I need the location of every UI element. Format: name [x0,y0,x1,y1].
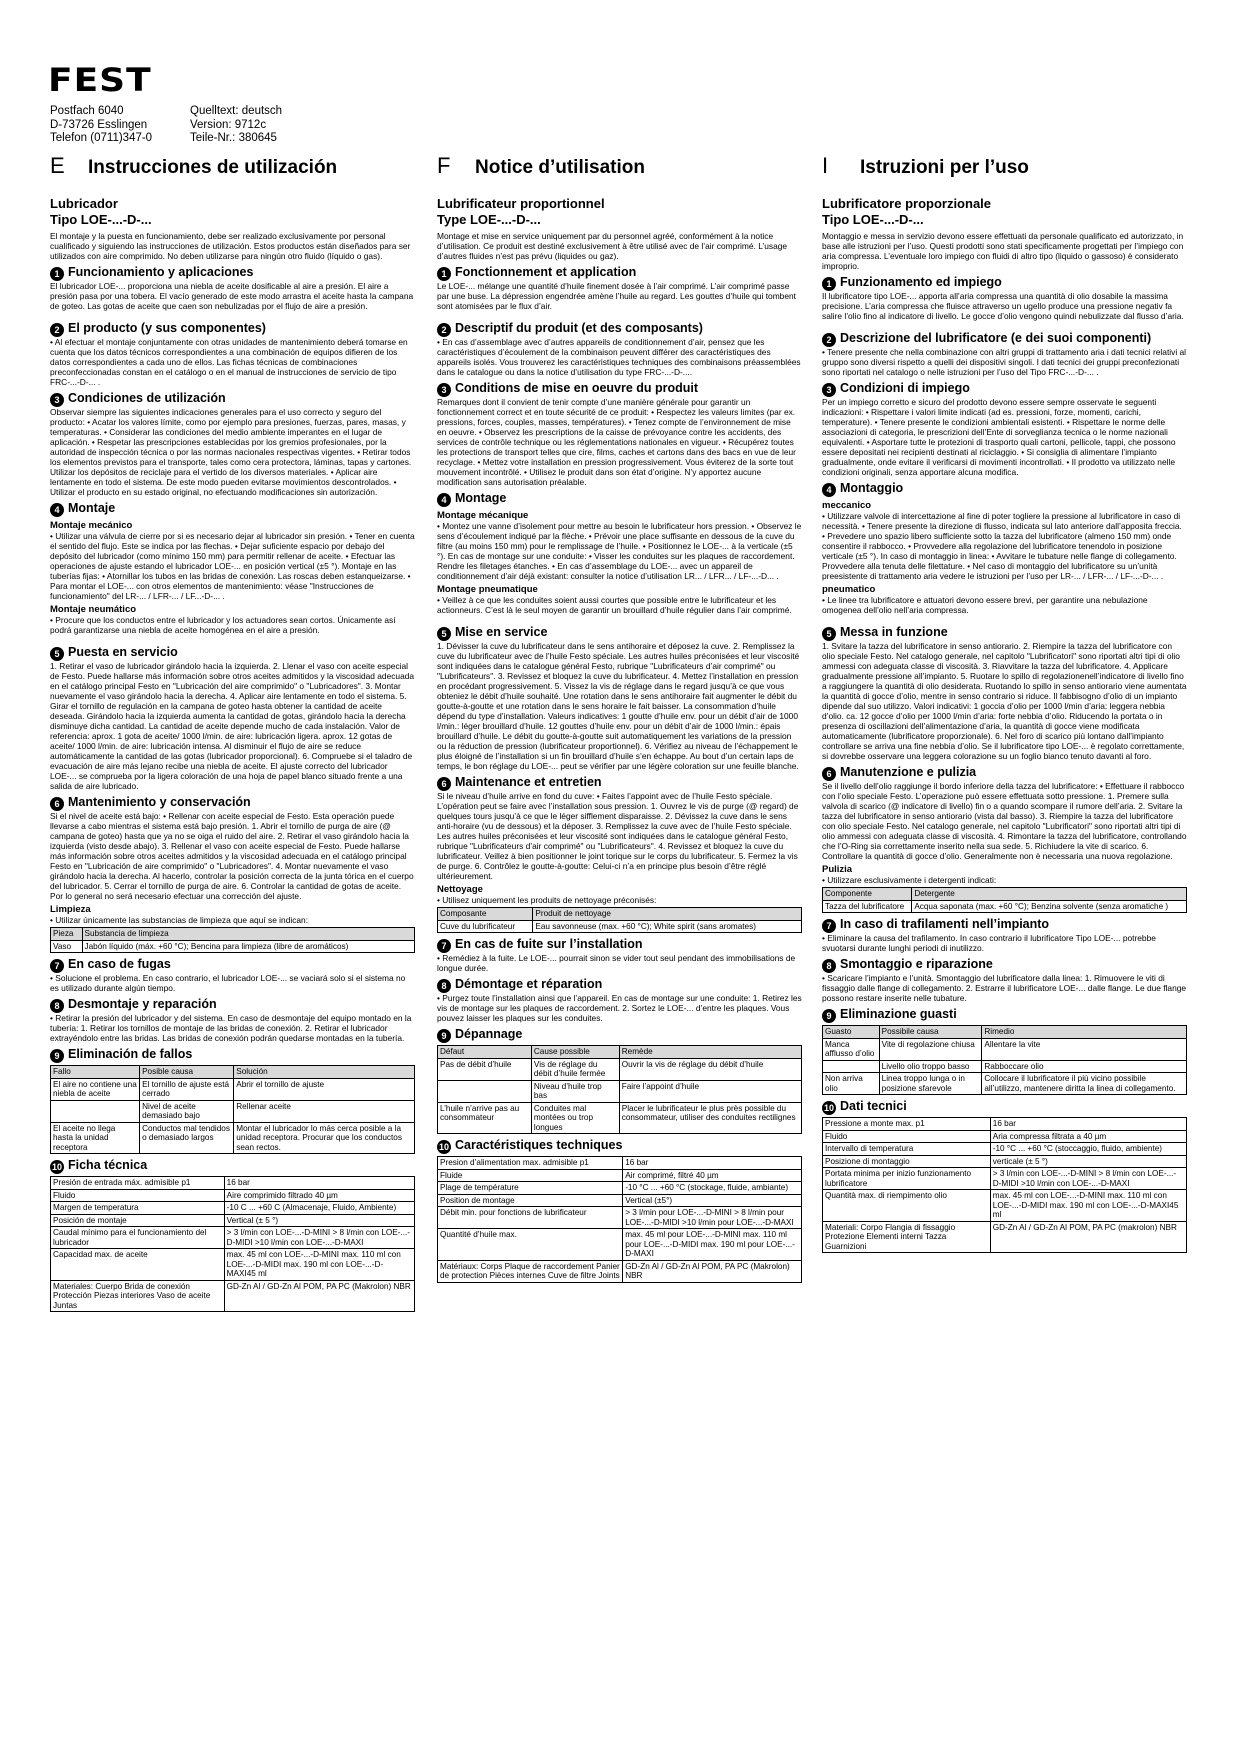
section-number-icon: 1 [437,267,451,281]
table-row [438,920,802,933]
table-cell: Acqua saponata (max. +60 °C); Benzina solvente (senza aromatiche ) [912,900,1187,913]
section-text: Il lubrificatore tipo LOE-... apporta all’aria compressa una quantità di olio dosabile la massima precisione. L’aria compressa che fluisce attraverso un ugello produce una pressione negativ fa salire l’olio fino al indicatore di livello. Le gocce d’olio vengono quindi nebulizzate dal flusso d’aria. [822,291,1184,321]
table-row [823,888,1187,901]
section-heading: 8 Démontage et réparation [437,977,802,993]
table-row [438,1182,802,1195]
table-cell: Collocare il lubrificatore il più vicino possibile all’utilizzo, mantenere diritta la linea di collegamento. [982,1073,1187,1095]
table-cell: El aire no contiene una niebla de aceite [51,1078,140,1100]
table-cell: Rellenar aceite [234,1100,415,1122]
table-cell: Possibile causa [879,1026,982,1039]
language-column [822,155,1187,1253]
table-cell: Margen de temperatura [51,1202,225,1215]
table-cell: Quantité d’huile max. [438,1229,623,1261]
section-number-icon: 8 [437,979,451,993]
table-cell: GD-Zn Al / GD-Zn Al POM, PA PC (Makrolon) NBR [224,1280,414,1312]
table-row [823,1038,1187,1060]
table-cell: Posición de montaje [51,1214,225,1227]
section-heading: 2 Descrizione del lubrificatore (e dei suoi componenti) [822,331,1187,347]
section-heading: 4 Montaggio [822,481,1187,497]
table-cell: Componente [823,888,912,901]
table-cell: Materiales: Cuerpo Brida de conexión Protección Piezas interiores Vaso de aceite Juntas [51,1280,225,1312]
table-cell: Vertical (±5°) [623,1194,802,1207]
table-cell: Ouvrir la vis de réglage du débit d’huile [619,1058,801,1080]
table-row [51,1078,415,1100]
table-cell: Abrir el tornillo de ajuste [234,1078,415,1100]
table-cell: Fallo [51,1066,140,1079]
section-heading: 6 Mantenimiento y conservación [50,795,415,811]
section-text: • Al efectuar el montaje conjuntamente con otras unidades de mantenimiento deberá tomarse en cuenta que los datos técnicos correspondientes a una combinación de equipos difieren de los datos correspondientes a cada uno de ellos. Las fichas técnicas de combinaciones preconfeccionadas constan en el catálogo o en el manual de instrucciones de servicio de tipo FRC-...-D-... . [50,337,408,387]
address-line: D-73726 Esslingen [50,118,148,131]
product-name: Lubricador [50,196,118,211]
table-row [438,1102,802,1134]
intro-text: Montage et mise en service uniquement par du personnel agréé, conformément à la notice d’utilisation. Ce produit est destiné exclusivement à être utilisé avec de l’air comprimé. L’usage d’autres fluides n’est pas prévu (liquides ou gaz). [437,231,788,261]
table-cell: GD-Zn Al / GD-Zn Al POM, PA PC (makrolon) NBR [990,1221,1186,1253]
section-heading: 9 Eliminazione guasti [822,1007,1187,1023]
section-number-icon: 6 [50,797,64,811]
table-cell: Fluido [823,1130,991,1143]
subsection-heading: Montage mécanique [437,510,529,521]
section-text: • Le linee tra lubrificatore e attuatori devono essere brevi, per garantire una nebulazione omogenea dell’olio nell’aria compressa. [822,595,1148,615]
table-cell: Rabboccare olio [982,1060,1187,1073]
subsection-heading: Pulizia [822,864,853,875]
table-cell: Quantità max. di riempimento olio [823,1190,991,1222]
page-title [50,155,415,179]
section-heading: 5 Puesta en servicio [50,645,415,661]
section-heading: 9 Dépannage [437,1027,802,1043]
section-text: Se il livello dell’olio raggiunge il bordo inferiore della tazza del lubrificatore: • Effettuare il rabbocco con l’olio speciale Festo. L’operazione può essere effettuata sotto pressione. 1. Premere sulla valvola di scarico (@ indicatore di livello) fin o a quando scompare il rumore dell’aria. 2. Svitare la tazza del lubrificatore in senso antiorario (vista dal basso). 3. Riempire la tazza del lubrificatore con olio speciale Festo. Nel catalogo generale, nel capitolo "Lubrificatori" sono riportati altri tipi di olio ammessi con adeguata classe di viscosità. 4. Rimontare la tazza del lubrificatore, controllando che l’O-Ring sia correttamente inserito nella sua sede. 5. Richiudere la vite di scarico. 6. Controllare la quantità di gocce d’olio. Generalmente non è necessaria una nuova regolazione. [822,781,1187,861]
table-cell: Produit de nettoyage [533,908,802,921]
section-number-icon: 7 [50,959,64,973]
table-cell: > 3 l/min con LOE-...-D-MINI > 8 l/min con LOE-...-D-MIDI >10 l/min con LOE-...-D-MAXI [990,1168,1186,1190]
section-heading: 1 Fonctionnement et application [437,265,802,281]
section-heading: 6 Manutenzione e pulizia [822,765,1187,781]
table-row [438,1194,802,1207]
table-cell: Débit min. pour fonctions de lubrificateur [438,1207,623,1229]
product-type: Tipo LOE-...-D-... [50,212,152,227]
section-number-icon: 9 [50,1049,64,1063]
section-text: Observar siempre las siguientes indicaciones generales para el uso correcto y seguro del producto: • Acatar los valores límite, como por ejemplo para presiones, fuerzas, pares, masas, y temperaturas. • Considerar las condiciones del medio ambiente imperantes en el lugar de aplicación. • Respetar las prescripciones establecidas por los gremios profesionales, por la autoridad de inspección técnica o por las normas nacionales respectivas vigentes. • Retirar todos los elementos previstos para el transporte, tales como cera protectora, láminas, tapas y cartones. Utilizar los depósitos de reciclaje para el vertido de los diversos materiales. • Aplicar aire lentamente en todo el sistema. De este modo pueden evitarse movimientos descontrolados. • Utilizar el producto en su estado original, no efectuando modificaciones sin autorización. [50,407,412,497]
page-title [822,155,1187,179]
language-letter: E [50,153,65,178]
table-row [51,940,415,953]
table-row [823,1143,1187,1156]
table-cell [438,1080,532,1102]
section-text: Remarques dont il convient de tenir compte d’une manière générale pour garantir un fonctionnement correct et en toute sécurité de ce produit: • Respectez les valeurs limites (par ex. pressions, forces, couples, masses, températures). • Tenez compte de l’environnement de mise en oeuvre. • Observez les prescriptions de la caisse de prévoyance contre les accidents, des services de contrôle technique ou les réglementations nationales en vigueur. • Récupérez toutes les protections de transport telles que cire, films, caches et cartons dans des bacs en vue de leur recyclage. • Mettez votre installation en pression progressivement. Vous éviterez de la sorte tout mouvement incontrôlé. • Utilisez le produit dans son état d’origine. N’y apportez aucune modification sans autorisation préalable. [437,397,796,487]
section-text: • Utilizar una válvula de cierre por si es necesario dejar al lubricador sin presión. • Tener en cuenta el sentido del flujo. Este se indica por las flechas. • Dejar suficiente espacio por debajo del depósito del lubricador (como mínimo 150 mm) para permitir rellenar de aceite. • Efectuar las operaciones de ajuste estando el lubricador LOE-... en posición vertical (±5 °). Montaje en las tuberías fijas: • Atornillar los tubos en las bridas de conexión. Las roscas deben estanqueizarse. • Para montar el LOE-... con otros elementos de mantenimiento: véase "Instrucciones de funcionamiento" del LR-... / LFR-... / LF...-D-... . [50,531,415,601]
section-number-icon: 7 [437,939,451,953]
section-heading: 4 Montage [437,491,802,507]
table-cell: max. 45 ml con LOE-...-D-MINI max. 110 ml con LOE-...-D-MIDI max. 190 ml con LOE-...-D-MAXI45 ml [224,1249,414,1281]
table-row [438,1229,802,1261]
table-row [823,1073,1187,1095]
table-row [51,1122,415,1154]
section-text: • Utilizzare esclusivamente i detergenti indicati: [822,875,997,885]
section-heading: 2 El producto (y sus componentes) [50,321,415,337]
table-cell: GD-Zn Al / GD-Zn Al POM, PA PC (Makrolon) NBR [623,1260,802,1282]
product-type: Type LOE-...-D-... [437,212,541,227]
tech-table [50,1176,415,1312]
tech-table [437,1156,802,1283]
table-cell: Conduites mal montées ou trop longues [531,1102,619,1134]
section-number-icon: 4 [50,503,64,517]
table-cell: Posizione di montaggio [823,1155,991,1168]
section-text: El lubricador LOE-... proporciona una niebla de aceite dosificable al aire a presión. El aire a presión pasa por una tobera. El vacío generado de este modo arrastra el aceite hasta la campana de goteo. Las gotas de aceite que caen son nebulizadas por el flujo de aire a presión. [50,281,414,311]
section-text: • Utilisez uniquement les produits de nettoyage préconisés: [437,895,657,905]
section-text: • Montez une vanne d’isolement pour mettre au besoin le lubrificateur hors pression. • Observez le sens d’écoulement indiqué par la flèche. • Prévoir une place suffisante en dessous de la cuve du filtre (au moins 150 mm) pour le remplissage de l’huile. • Positionnez le LOE-... à la verticale (±5 °). En cas de montage sur une conduite: • Visser les conduites sur les plaques de raccordement. Rendre les filetages étanches. • En cas d’assemblage du LOE-... avec un appareil de conditionnement d’air déjà existant: consulter la notice d’utilisation LR... / LFR... / LF-...-D... . [437,521,802,581]
table-cell: Jabón líquido (máx. +60 °C); Bencina para limpieza (libre de aromáticos) [82,940,414,953]
section-text: • Procure que los conductos entre el lubricador y los actuadores sean cortos. Únicamente así podrá garantizarse una niebla de aceite homogénea en el aire a presión. [50,615,396,635]
subsection-heading: meccanico [822,500,872,511]
table-cell: Pieza [51,928,83,941]
section-number-icon: 5 [822,627,836,641]
section-text: • Eliminare la causa del trafilamento. In caso contrario il lubrificatore Tipo LOE-... potrebbe svuotarsi durante lunghi periodi di inutilizzo. [822,933,1156,953]
section-number-icon: 3 [822,383,836,397]
subsection-heading: Montaje mecánico [50,520,133,531]
table-cell [51,1100,140,1122]
table-cell: 16 bar [224,1177,414,1190]
section-heading: 7 In caso di trafilamenti nell’impianto [822,917,1187,933]
clean-table [50,927,415,953]
table-row [438,1080,802,1102]
table-cell: Non arriva olio [823,1073,880,1095]
table-cell: Tazza del lubrificatore [823,900,912,913]
section-text: 1. Dévisser la cuve du lubrificateur dans le sens antihoraire et déposez la cuve. 2. Remplissez la cuve du lubrificateur avec de l’huile Festo spéciale. Les autres huiles préconisées et leur viscosité sont indiquées dans le catalogue général Festo, rubrique "Lubrificateurs d’air comprimé" ou "Lubrificateurs". 3. Revissez et bloquez la cuve du lubrificateur. 4. Mettez l’installation en pression en procédant progressivement. 5. Vissez la vis de réglage dans le regard jusqu’à ce que vous obteniez le débit d’huile souhaité. Une rotation dans le sens antihoraire fait augmenter le débit du goutte-à-goutte et une rotation dans le sens horaire le fait baisser. La consommation d’huile dépend du type d’installation. Valeurs indicatives: 1 goutte d’huile env. pour un débit d’air de 1000 l/min.: léger brouillard d’huile. 12 gouttes d’huile env. pour un débit d’air de 1000 l/min.: épais brouillard d’huile. Le débit du goutte-à-goutte suit automatiquement les variations de la pression ou la réduction de pression (lubrificateur proportionnel). 6. Vérifiez au niveau de l’échappement le plus éloigné de l’installation si un fin brouillard d’huile s’en échappe. Au bout d’un certain laps de temps, le bon réglage du LOE-... peut se vérifier par une légère coloration sur une feuille blanche. [437,641,800,771]
clean-table [822,887,1187,913]
table-cell: Materiali: Corpo Flangia di fissaggio Protezione Elementi interni Tazza Guarnizioni [823,1221,991,1253]
section-text: Si el nivel de aceite está bajo: • Rellenar con aceite especial de Festo. Esta operación puede llevarse a cabo mientras el sistema está bajo presión. 1. Abrir el tornillo de purga de aire (@ campana de goteo) hasta que ya no se oiga el ruido del aire. 2. Retirar el vaso girándolo hacia la izquierda (visto desde abajo). 3. Rellenar el vaso con aceite especial de Festo. Puede hallarse más información sobre otros aceites admitidos y la viscosidad adecuada en el catálogo principal Festo en "Lubricación de aire comprimido" o "Lubricadores". 4. Montar nuevamente el vaso girándolo hacia la derecha. Al hacerlo, controlar la posición correcta de la junta tórica en el cuerpo del lubricador. 5. Cerrar el tornillo de purga de aire. 6. Controlar la cantidad de gotas de aceite. Por lo general no será necesario efectuar una corrección del ajuste. [50,811,414,901]
table-cell: Capacidad max. de aceite [51,1249,225,1281]
section-text: • Veillez à ce que les conduites soient aussi courtes que possible entre le lubrificateur et les actionneurs. C’est là le seul moyen de garantir un brouillard d’huile régulier dans l’air comprimé. [437,595,792,615]
table-cell: Remède [619,1046,801,1059]
section-number-icon: 7 [822,919,836,933]
section-heading: 8 Desmontaje y reparación [50,997,415,1013]
table-cell: Eau savonneuse (max. +60 °C); White spirit (sans aromates) [533,920,802,933]
subsection-heading: pneumatico [822,584,876,595]
table-cell: Nivel de aceite demasiado bajo [140,1100,234,1122]
table-cell: Presion d’alimentation max. admisible p1 [438,1157,623,1170]
section-heading: 3 Condiciones de utilización [50,391,415,407]
table-row [823,1221,1187,1253]
section-number-icon: 4 [437,493,451,507]
fault-table [50,1065,415,1154]
section-heading: 3 Conditions de mise en oeuvre du produit [437,381,802,397]
section-heading: 1 Funzionamento ed impiego [822,275,1187,291]
meta-line: Quelltext: deutsch [190,105,283,117]
table-cell: Portata minima per inizio funzionamento lubrificatore [823,1168,991,1190]
table-row [823,1155,1187,1168]
table-cell: > 3 l/min con LOE-...-D-MINI > 8 l/min con LOE-...-D-MIDI >10 l/min con LOE-...-D-MAXI [224,1227,414,1249]
section-heading: 5 Mise en service [437,625,802,641]
section-number-icon: 4 [822,483,836,497]
section-number-icon: 10 [823,1103,834,1113]
section-text: • Utilizar únicamente las substancias de limpieza que aquí se indican: [50,915,309,925]
table-cell: Posible causa [140,1066,234,1079]
section-heading: 10 Dati tecnici [823,1099,907,1113]
table-cell: verticale (± 5 °) [990,1155,1186,1168]
table-cell: Aria compressa filtrata a 40 µm [990,1130,1186,1143]
table-cell: Detergente [912,888,1187,901]
table-cell: 16 bar [623,1157,802,1170]
subsection-heading: Montage pneumatique [437,584,538,595]
table-cell: Montar el lubricador lo más cerca posible a la unidad receptora. Procurar que los conductos sean rectos. [234,1122,415,1154]
address-block [50,105,152,146]
table-row [823,1168,1187,1190]
title-text: Istruzioni per l’uso [860,157,1029,178]
section-text: • Scaricare l’impianto e l’unità. Smontaggio del lubrificatore dalla linea: 1. Rimuovere le viti di fissaggio dalle flange di collegamento. 2. Estrarre il lubrificatore LOE-... dalle flange. Le due flange possono restare inserite nelle tubature. [822,973,1187,1003]
section-text: Le LOE-... mélange une quantité d’huile finement dosée à l’air comprimé. L’air comprimé passe par une buse. La dépression engendrée amène l’huile au regard. Les gouttes d’huile qui tombent sont atomisées par le flux d’air. [437,281,796,311]
table-row [823,1118,1187,1131]
clean-table [437,907,802,933]
table-cell: -10 °C ... +60 °C (stoccaggio, fluido, ambiente) [990,1143,1186,1156]
section-heading: 2 Descriptif du produit (et des composants) [437,321,802,337]
section-heading: 1 Funcionamiento y aplicaciones [50,265,415,281]
table-cell: Faire l’appoint d’huile [619,1080,801,1102]
table-cell: Pressione a monte max. p1 [823,1118,991,1131]
table-row [823,1060,1187,1073]
section-text: 1. Svitare la tazza del lubrificatore in senso antiorario. 2. Riempire la tazza del lubrificatore con olio speciale Festo. Nel catalogo generale, nel capitolo "Lubrificatori" sono riportati altri tipi di olio ammessi con adeguata classe di viscosità. 3. Riavvitare la tazza del lubrificatore. 4. Applicare gradualmente pressione all’impianto. 5. Ruotare lo spillo di regolazionenell’indicatore di livello fino a raggiungere la quantità di olio desiderata. Ruotando lo spillo in senso antiorario viene aumentata la quantità di gocce d’olio, mentre in senso contrario si riduce. Il fabbisogno d’olio di un impianto dipende dal suo utilizzo. Valori indicativi: 1 goccia d’olio per 1000 l/min d’aria: leggera nebbia d’olio. ca. 12 gocce d’olio per 1000 l/min d’aria: forte nebbia d’olio. Riducendo la portata o in presenza di oscillazioni dell’alimentazione d’aria, la quantità di gocce viene modificata automaticamente (lubrificatore proporzionale). 6. Nel foro di scarico più lontano dall’impianto controllare se arriva una fine nebbia d’olio. Se il lubrificatore tipo LOE-... è regolato correttamente, si dovrebbe osservare una leggera colorazione su un foglio bianco tenuto davanti al foro. [822,641,1187,761]
section-number-icon: 2 [822,333,836,347]
product-name: Lubrificateur proportionnel [437,196,605,211]
section-number-icon: 6 [822,767,836,781]
table-row [438,1046,802,1059]
table-row [51,928,415,941]
table-cell: 16 bar [990,1118,1186,1131]
meta-block [190,105,282,146]
table-cell: Cuve du lubrificateur [438,920,533,933]
section-number-icon: 5 [50,647,64,661]
section-number-icon: 9 [437,1029,451,1043]
subsection-heading: Nettoyage [437,884,483,895]
section-text: • En cas d’assemblage avec d’autres appareils de conditionnement d’air, pensez que les caractéristiques d’écoulement de la combinaison peuvent différer des caractéristiques des appareils isolés. Vous trouverez les caractéristiques techniques des combinaisons préassemblées dans le catalogue ou dans la notice d’utilisation du type FRC-...-D-.... [437,337,801,377]
table-cell: Pas de débit d’huile [438,1058,532,1080]
table-cell: Fluido [51,1189,225,1202]
table-row [51,1214,415,1227]
table-cell: Linea troppo lunga o in posizione sfarevole [879,1073,982,1095]
table-cell: Conductos mal tendidos o demasiado largos [140,1122,234,1154]
section-text: Per un impiego corretto e sicuro del prodotto devono essere sempre osservate le seguenti indicazioni: • Rispettare i valori limite indicati (ad es. pressioni, forze, momenti, carichi, temperature). • Tenere presente le condizioni ambientali esistenti. • Rispettare le norme delle associazioni di categoria, le prescrizioni dell’Ente di sorveglianza tecnica o le norme nazionali equivalenti. • Asportare tutte le protezioni di trasporto quali cartoni, pellicole, tappi, che possono essere depositati nei recipienti destinati al riciclaggio. • Si consiglia di alimentare l’impianto gradualmente, onde evitare il verificarsi di movimenti incontrollati. • Il prodotto va utilizzato nelle condizioni originali, senza apportare alcuna modifica. [822,397,1176,477]
table-cell: Vite di regolazione chiusa [879,1038,982,1060]
table-cell: Presión de entrada máx. admisible p1 [51,1177,225,1190]
section-number-icon: 1 [50,267,64,281]
section-number-icon: 5 [437,627,451,641]
section-heading: 8 Smontaggio e riparazione [822,957,1187,973]
table-cell: Substancia de limpieza [82,928,414,941]
section-heading: 9 Eliminación de fallos [50,1047,415,1063]
section-text: • Remédiez à la fuite. Le LOE-... pourrait sinon se vider tout seul pendant des immobilisations de longue durée. [437,953,796,973]
table-cell: max. 45 ml con LOE-...-D-MINI max. 110 ml con LOE-...-D-MIDI max. 190 ml con LOE-...-D-MAXI45 ml [990,1190,1186,1222]
section-text: • Utilizzare valvole di intercettazione al fine di poter togliere la pressione al lubrificatore in caso di necessità. • Tenere presente la direzione di flusso, indicata sul lato anteriore dall’apposita freccia. • Prevedere uno spazio libero sufficiente sotto la tazza del lubrificatore (almeno 150 mm) onde consentire il rabbocco. • Provvedere alla regolazione del lubrificatore tenendolo in posizione verticale (±5 °). In caso di montaggio in linea: • Avvitare le tubature nelle flange di collegamento. Provvedere alla tenuta delle filettature. • Nel caso di montaggio del lubrificatore su un’unità preesistente di trattamento aria vedere le istruzioni per l’uso per LR-... / LFR-... / LF-...-D-... . [822,511,1182,581]
section-heading: 5 Messa in funzione [822,625,1187,641]
table-row [51,1189,415,1202]
section-heading: 10 Caractéristiques techniques [438,1138,623,1152]
table-row [438,1169,802,1182]
table-row [51,1280,415,1312]
table-row [438,1260,802,1282]
festo-logo: FEST [48,62,152,99]
section-number-icon: 9 [822,1009,836,1023]
section-text: 1. Retirar el vaso de lubricador girándolo hacia la izquierda. 2. Llenar el vaso con aceite especial de Festo. Puede hallarse más información sobre otros aceites admitidos y la viscosidad adecuada en el catálogo principal Festo en "Lubricación del aire comprimido" o "Lubricadores". 3. Montar nuevamente el vaso girándolo hacia la derecha. 4. Aplicar aire lentamente en todo el sistema. 5. Girar el tornillo de regulación en la campana de goteo hasta obtener la cantidad de aceite deseada. Girándolo hacia la izquierda aumenta la cantidad de gotas, girándolo hacia la derecha disminuye dicha cantidad. La cantidad de aceite depende mucho de cada instalación. Valor de referencia: aprox. 1 gota de aceite/ 1000 l/min. de aire: lubricación ligera. aprox. 12 gotas de aceite/ 1000 l/min. de aire: lubricación intensa. Al disminuir el flujo de aire se reduce automáticamente la cantidad de las gotas (lubricador proporcional). 6. Compruebe si el taladro de evacuación de aire más lejano recibe una niebla de aceite. El ajuste correcto del lubricador LOE-... se comprueba por la ligera coloración de una hoja de papel blanco situado frente a una salida de aire lubricado. [50,661,415,791]
table-row [51,1066,415,1079]
table-cell: Vis de réglage du débit d’huile fermée [531,1058,619,1080]
table-cell: Allentare la vite [982,1038,1187,1060]
table-cell [823,1060,880,1073]
section-number-icon: 2 [437,323,451,337]
table-row [823,1190,1187,1222]
table-cell: Air comprimé, filtré 40 µm [623,1169,802,1182]
table-row [438,1058,802,1080]
table-cell: Solución [234,1066,415,1079]
fault-table [437,1045,802,1134]
table-cell: Vertical (± 5 °) [224,1214,414,1227]
title-text: Notice d’utilisation [475,157,645,178]
table-row [51,1249,415,1281]
table-row [823,900,1187,913]
table-row [438,1207,802,1229]
section-number-icon: 3 [50,393,64,407]
subsection-heading: Montaje neumático [50,604,137,615]
section-number-icon: 6 [437,777,451,791]
language-letter: F [437,153,451,178]
section-heading: 3 Condizioni di impiego [822,381,1187,397]
table-cell: Rimedio [982,1026,1187,1039]
table-cell: L’huile n’arrive pas au consommateur [438,1102,532,1134]
language-letter: I [822,153,829,178]
table-cell: Aire comprimido filtrado 40 µm [224,1189,414,1202]
title-text: Instrucciones de utilización [88,157,338,178]
intro-text: Montaggio e messa in servizio devono essere effettuati da personale qualificato ed autorizzato, in base alle istruzioni per l’uso. Questi prodotti sono stati specificamente progettati per l’impiego con aria compressa. L’eventuale loro impiego con fluidi di altro tipo (liquido o gassoso) è considerato improprio. [822,231,1184,271]
section-number-icon: 10 [51,1162,62,1172]
table-row [51,1177,415,1190]
table-cell: Manca afflusso d’olio [823,1038,880,1060]
tech-table [822,1117,1187,1253]
section-heading: 4 Montaje [50,501,415,517]
table-cell: Fluide [438,1169,623,1182]
section-text: • Solucione el problema. En caso contrario, el lubricador LOE-... se vaciará solo si el sistema no es utilizado durante algún tiempo. [50,973,406,993]
language-column [50,155,415,1312]
table-row [438,908,802,921]
table-cell: Guasto [823,1026,880,1039]
intro-text: El montaje y la puesta en funcionamiento, debe ser realizado exclusivamente por personal cualificado y siguiendo las instrucciones de utilización. Estos productos están diseñados para ser utilizados con aire comprimido. No deben utilizarse para ningún otro fluido (líquido o gas). [50,231,411,261]
section-heading: 7 En caso de fugas [50,957,415,973]
table-cell: Composante [438,908,533,921]
fault-table [822,1025,1187,1095]
table-cell: Cause possible [531,1046,619,1059]
section-text: Si le niveau d’huile arrive en fond du cuve: • Faites l’appoint avec de l’huile Festo spéciale. L’opération peut se faire avec l’installation sous pression. 1. Ouvrez le vis de purge (@ regard) de quelques tours jusqu’à ce que le léger sifflement disparaisse. 2. Dévissez la cuve dans le sens anti-horaire (vu de dessous) et la déposer. 3. Remplissez la cuve avec de l’huile Festo spéciale. Les autres huiles préconisées et leur viscosité sont indiquées dans le catalogue général Festo, rubrique "Lubrificateurs d’air comprimé" ou "Lubrificateurs". 4. Revissez et bloquez la cuve du lubrificateur. Veillez à bien positionner le joint torique sur le corps du lubrificateur. 5. Fermez la vis de purge. 6. Contrôlez le goutte-à-goutte: Celui-ci n’a en principe plus besoin d’être réglé ultérieurement. [437,791,799,881]
section-heading: 7 En cas de fuite sur l’installation [437,937,802,953]
section-heading: 10 Ficha técnica [51,1158,148,1172]
table-row [51,1227,415,1249]
subsection-heading: Limpieza [50,904,91,915]
section-number-icon: 2 [50,323,64,337]
table-row [51,1202,415,1215]
table-cell: Position de montage [438,1194,623,1207]
product-type: Tipo LOE-...-D-... [822,212,924,227]
section-number-icon: 3 [437,383,451,397]
meta-line: Teile-Nr.: 380645 [190,132,277,144]
table-cell: El aceite no llega hasta la unidad receptora [51,1122,140,1154]
product-name: Lubrificatore proporzionale [822,196,992,211]
section-heading: 6 Maintenance et entretien [437,775,802,791]
table-cell: Plage de température [438,1182,623,1195]
table-cell: -10 °C ... +60 °C (stockage, fluide, ambiante) [623,1182,802,1195]
table-cell: Intervallo di temperatura [823,1143,991,1156]
table-cell: Caudal mínimo para el funcionamiento del lubricador [51,1227,225,1249]
table-row [438,1157,802,1170]
table-row [823,1130,1187,1143]
section-text: • Purgez toute l’installation ainsi que l’appareil. En cas de montage sur une conduite: 1. Retirez les vis de montage sur les plaques de raccordement. 2. Sortez le LOE-... d’entre les plaques. Vous pouvez laisser les plaques sur les conduites. [437,993,802,1023]
table-cell: Niveau d’huile trop bas [531,1080,619,1102]
section-number-icon: 1 [822,277,836,291]
table-cell: Défaut [438,1046,532,1059]
section-text: • Retirar la presión del lubricador y del sistema. En caso de desmontaje del equipo montado en la tubería: 1. Retirar los tornillos de montaje de las bridas de conexión. 2. Retirar el lubricador extrayéndolo entre las bridas. Las bridas de conexión podrán quedarse montadas en la tubería. [50,1013,412,1043]
table-cell: Placer le lubrificateur le plus près possible du consommateur, utiliser des conduites rectilignes [619,1102,801,1134]
section-number-icon: 10 [438,1142,449,1152]
table-row [823,1026,1187,1039]
table-cell: El tornillo de ajuste está cerrado [140,1078,234,1100]
table-row [51,1100,415,1122]
table-cell: max. 45 ml pour LOE-...-D-MINI max. 110 ml pour LOE-...-D-MIDI max. 190 ml pour LOE-...-D-MAXI [623,1229,802,1261]
section-number-icon: 8 [50,999,64,1013]
table-cell: Vaso [51,940,83,953]
table-cell: Livello olio troppo basso [879,1060,982,1073]
section-text: • Tenere presente che nella combinazione con altri gruppi di trattamento aria i dati tecnici relativi al gruppo sono diversi rispetto a quelli dei dispositivi singoli. I dati tecnici dei gruppi preconfezionati sono riportati nel catalogo o nelle istruzioni per l’uso del Tipo FRC-...-D-... . [822,347,1187,377]
table-cell: Matériaux: Corps Plaque de raccordement Panier de protection Pièces internes Cuve de filtre Joints [438,1260,623,1282]
page-title [437,155,802,179]
section-number-icon: 8 [822,959,836,973]
address-line: Telefon (0711)347-0 [50,132,153,144]
meta-line: Version: 9712c [190,118,267,131]
language-column [437,155,802,1283]
table-cell: > 3 l/min pour LOE-...-D-MINI > 8 l/min pour LOE-...-D-MIDI >10 l/min pour LOE-...-D-MAXI [623,1207,802,1229]
table-cell: -10 C ... +60 C (Almacenaje, Fluido, Ambiente) [224,1202,414,1215]
address-line: Postfach 6040 [50,105,124,117]
